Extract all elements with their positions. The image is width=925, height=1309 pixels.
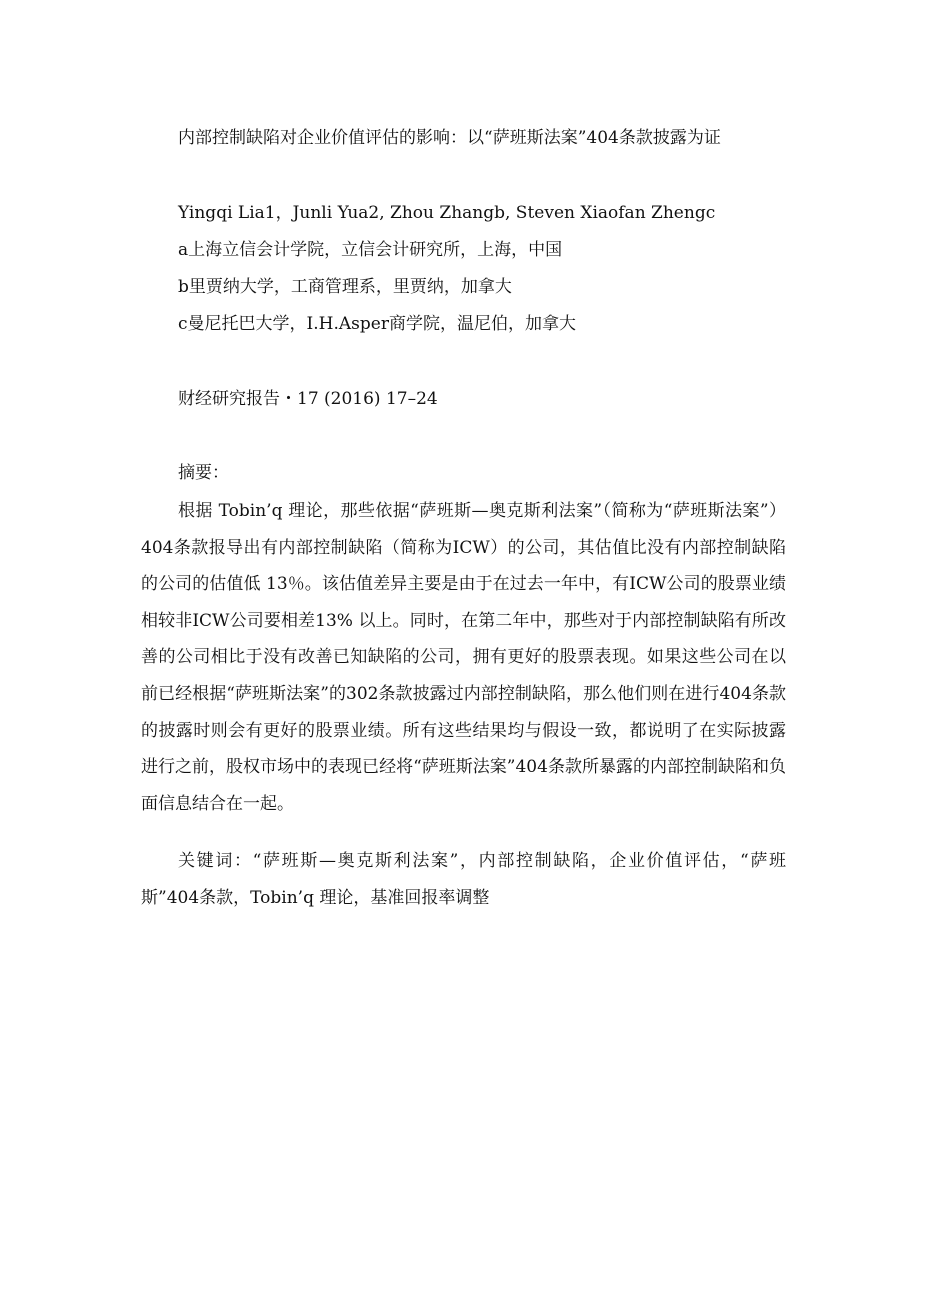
author-list: Yingqi Lia1，Junli Yua2, Zhou Zhangb, Steven Xiaofan Zhengc bbox=[178, 203, 716, 223]
affiliation-c: c曼尼托巴大学，I.H.Asper商学院，温尼伯，加拿大 bbox=[178, 314, 576, 334]
affiliation-b: b里贾纳大学，工商管理系，里贾纳，加拿大 bbox=[178, 277, 512, 297]
keywords-text: 关键词：“萨班斯—奥克斯利法案”，内部控制缺陷，企业价值评估，“萨班斯”404条款，Tobin’q 理论，基准回报率调整 bbox=[141, 851, 786, 908]
abstract-heading: 摘要： bbox=[178, 463, 229, 483]
journal-citation: 财经研究报告・17 (2016) 17–24 bbox=[178, 389, 438, 409]
affiliation-a: a上海立信会计学院，立信会计研究所，上海，中国 bbox=[178, 240, 563, 260]
paper-title: 内部控制缺陷对企业价值评估的影响：以“萨班斯法案”404条款披露为证 bbox=[178, 128, 721, 148]
abstract-text: 根据 Tobin’q 理论，那些依据“萨班斯—奥克斯利法案”（简称为“萨班斯法案”）404条款报导出有内部控制缺陷（简称为ICW）的公司，其估值比没有内部控制缺陷的公司的估值低 13％。该估值差异主要是由于在过去一年中，有ICW公司的股票业绩相较非ICW公司要相差13% 以上。同时，在第二年中，那些对于内部控制缺陷有所改善的公司相比于没有改善已知缺陷的公司，拥有更好的股票表现。如果这些公司在以前已经根据“萨班斯法案”的302条款披露过内部控制缺陷，那么他们则在进行404条款的披露时则会有更好的股票业绩。所有这些结果均与假设一致，都说明了在实际披露进行之前，股权市场中的表现已经将“萨班斯法案”404条款所暴露的内部控制缺陷和负面信息结合在一起。 bbox=[141, 501, 786, 814]
